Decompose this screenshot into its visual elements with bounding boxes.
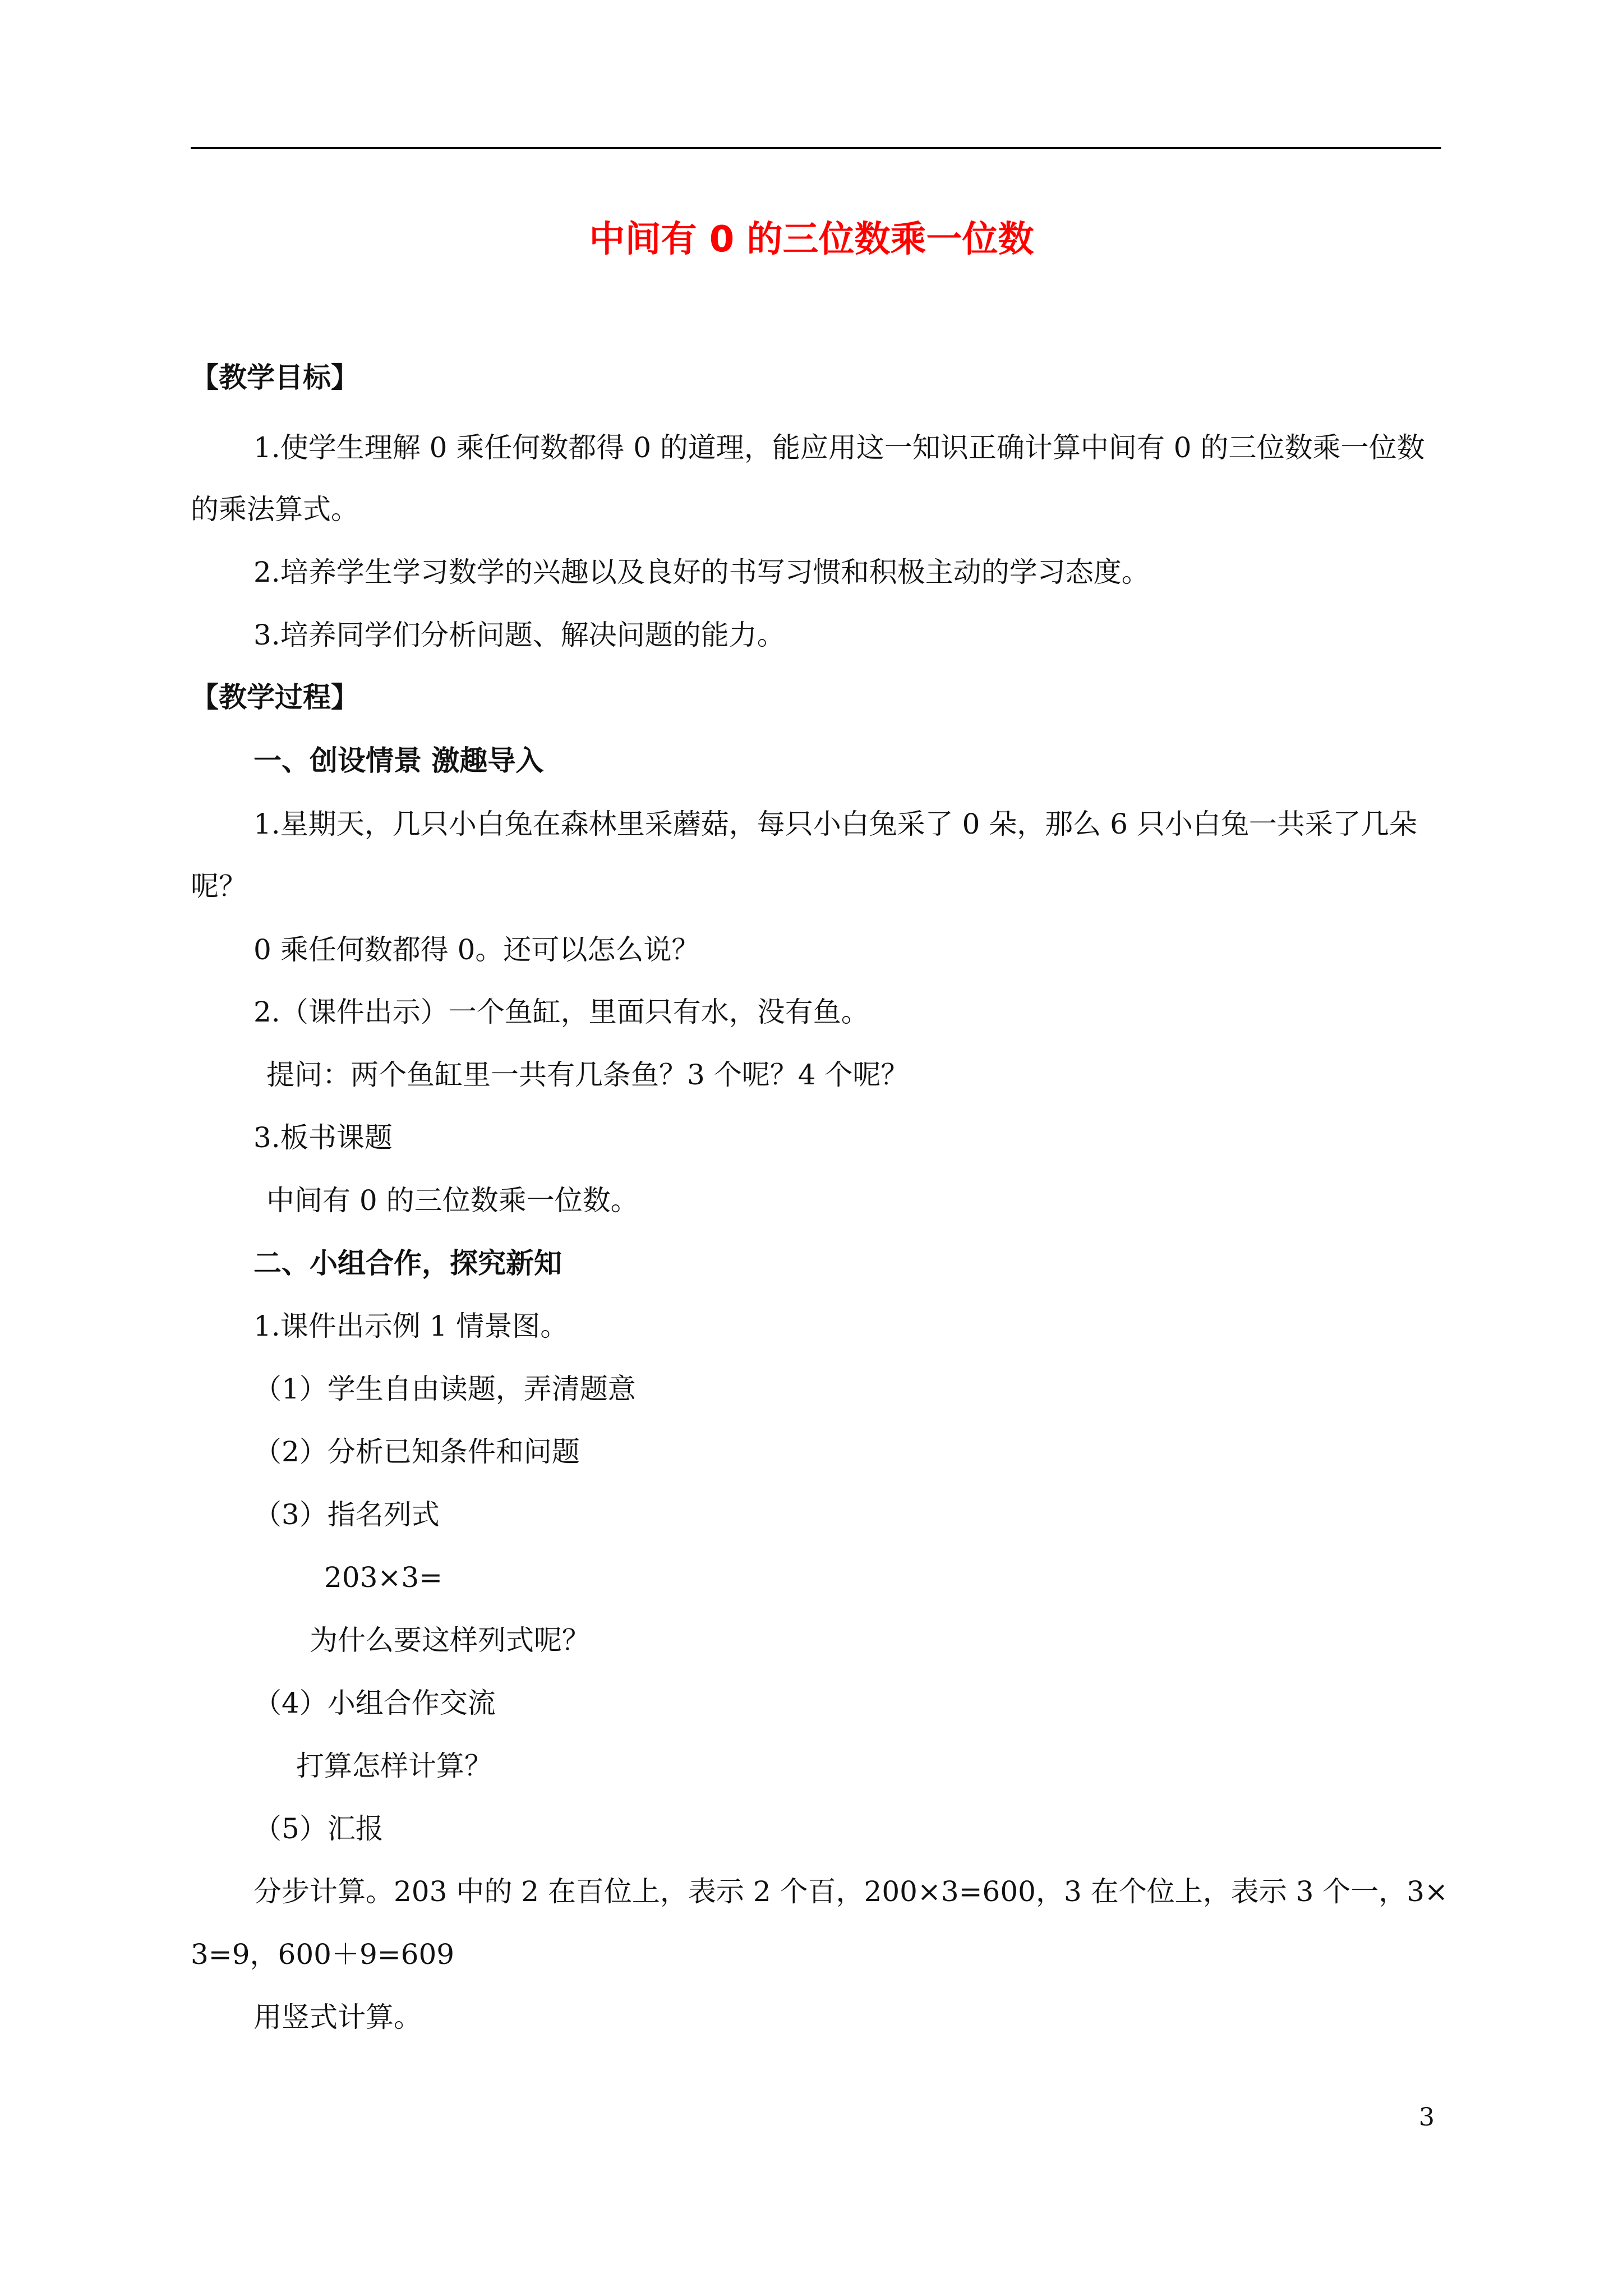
paragraph-line: 打算怎样计算？ xyxy=(296,1750,492,1782)
paragraph-line: 提问：两个鱼缸里一共有几条鱼？3 个呢？4 个呢？ xyxy=(266,1059,909,1091)
document-title: 中间有 0 的三位数乘一位数 xyxy=(589,219,1034,260)
paragraph-line: 中间有 0 的三位数乘一位数。 xyxy=(266,1184,639,1217)
equation-line: 203×3= xyxy=(324,1561,443,1594)
paragraph-line: 3=9，600＋9=609 xyxy=(191,1938,455,1971)
page-number: 3 xyxy=(1419,2103,1435,2132)
paragraph-line: 0 乘任何数都得 0。还可以怎么说？ xyxy=(253,933,700,966)
paragraph-line: 为什么要这样列式呢？ xyxy=(310,1624,590,1657)
paragraph-line: 2.培养学生学习数学的兴趣以及良好的书写习惯和积极主动的学习态度。 xyxy=(253,556,1150,588)
paragraph-line: 1.星期天，几只小白兔在森林里采蘑菇，每只小白兔采了 0 朵，那么 6 只小白兔一共采了几朵 xyxy=(253,808,1417,840)
paragraph-line: 用竖式计算。 xyxy=(253,2001,422,2033)
paragraph-line: （2）分析已知条件和问题 xyxy=(253,1435,580,1468)
paragraph-line: （1）学生自由读题，弄清题意 xyxy=(253,1373,636,1405)
paragraph-line: （4）小组合作交流 xyxy=(253,1687,496,1719)
section-heading-1: 一、创设情景 激趣导入 xyxy=(253,744,544,777)
paragraph-line: 1.课件出示例 1 情景图。 xyxy=(253,1310,569,1342)
paragraph-line: 3.板书课题 xyxy=(253,1121,393,1154)
paragraph-line: 3.培养同学们分析问题、解决问题的能力。 xyxy=(253,619,785,651)
heading-teaching-goals: 【教学目标】 xyxy=(191,361,359,394)
paragraph-line: 呢？ xyxy=(191,870,247,903)
section-heading-2: 二、小组合作，探究新知 xyxy=(253,1247,562,1280)
paragraph-line: 分步计算。203 中的 2 在百位上，表示 2 个百，200×3=600，3 在个位上，表示 3 个一，3× xyxy=(253,1875,1449,1908)
header-rule xyxy=(191,147,1441,149)
paragraph-line: （5）汇报 xyxy=(253,1812,384,1845)
paragraph-line: （3）指名列式 xyxy=(253,1498,440,1531)
paragraph-line: 2.（课件出示）一个鱼缸，里面只有水，没有鱼。 xyxy=(253,996,869,1028)
paragraph-line: 的乘法算式。 xyxy=(191,493,359,526)
paragraph-line: 1.使学生理解 0 乘任何数都得 0 的道理，能应用这一知识正确计算中间有 0 的三位数乘一位数 xyxy=(253,431,1425,464)
heading-teaching-process: 【教学过程】 xyxy=(191,681,359,714)
